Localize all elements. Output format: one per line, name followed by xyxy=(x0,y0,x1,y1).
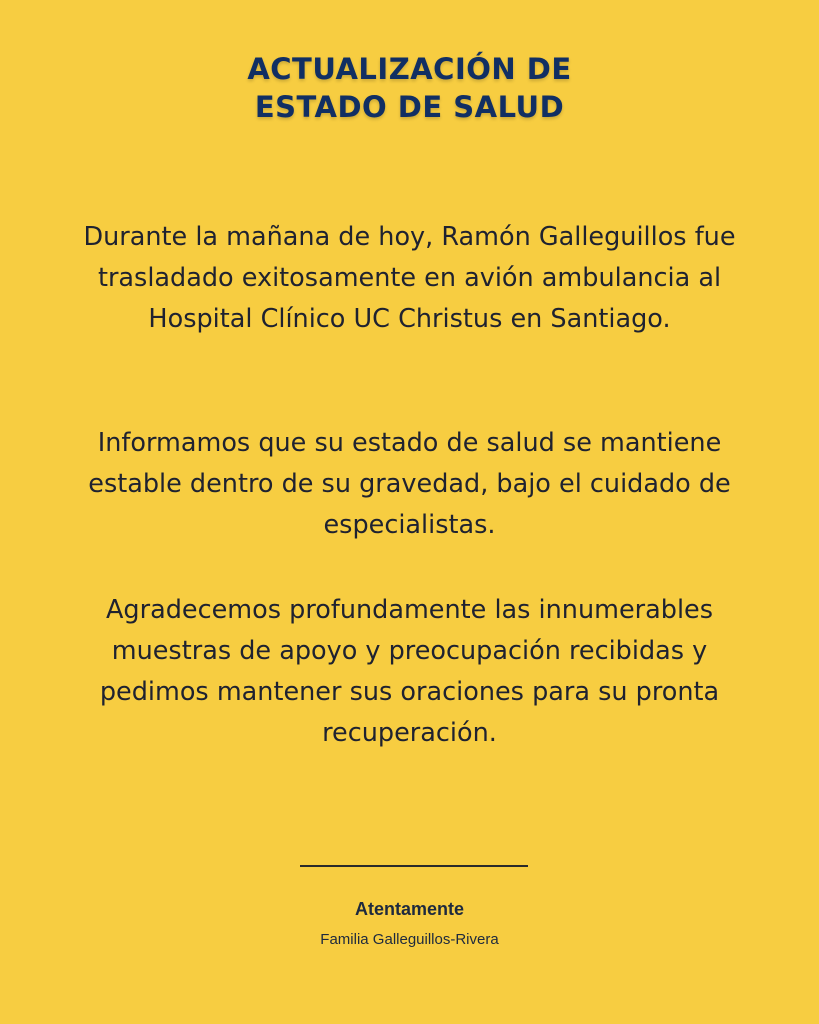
statement-title xyxy=(0,50,819,126)
signoff: Atentamente xyxy=(354,899,465,919)
paragraph-health-status: Informamos que su estado de salud se mantiene estable dentro de su gravedad, bajo el cuidado de especialistas. xyxy=(88,428,731,540)
paragraph-transfer: Durante la mañana de hoy, Ramón Galleguillos fue trasladado exitosamente en avión ambulancia al Hospital Clínico UC Christus en Santiago. xyxy=(83,222,736,334)
signature: Familia Galleguillos-Rivera xyxy=(320,931,499,948)
signature-divider xyxy=(300,865,528,867)
title-line-2: ESTADO DE SALUD xyxy=(254,90,565,124)
title-line-1: ACTUALIZACIÓN DE xyxy=(247,52,572,86)
paragraph-gratitude: Agradecemos profundamente las innumerables muestras de apoyo y preocupación recibidas y pedimos mantener sus oraciones para su pronta recuperación. xyxy=(99,595,720,748)
